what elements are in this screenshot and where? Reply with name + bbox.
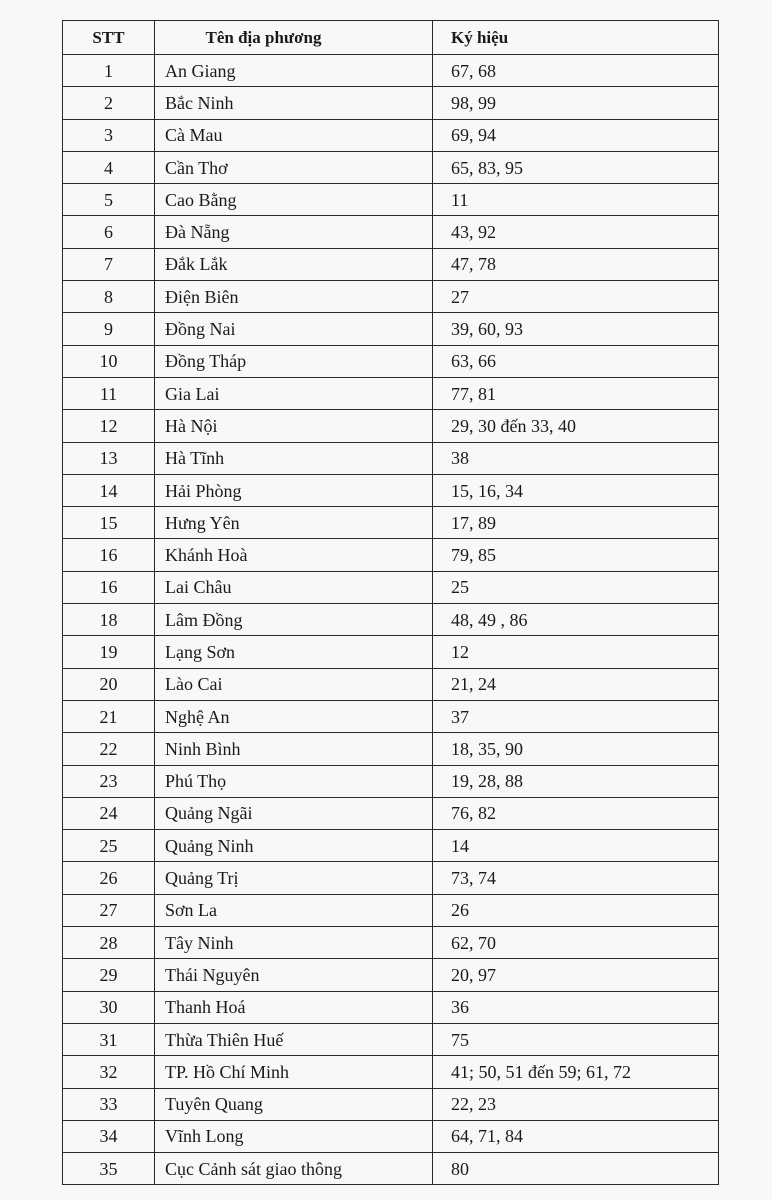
row-plate-code-cell: 69, 94 bbox=[433, 119, 719, 151]
table-row bbox=[63, 1120, 719, 1152]
row-locality-name-cell: Lai Châu bbox=[155, 571, 433, 603]
row-plate-code-cell: 62, 70 bbox=[433, 927, 719, 959]
table-row bbox=[63, 377, 719, 409]
row-plate-code-cell: 22, 23 bbox=[433, 1088, 719, 1120]
table-body bbox=[63, 55, 719, 1185]
row-stt-cell: 23 bbox=[63, 765, 155, 797]
row-locality-name-cell: Đồng Nai bbox=[155, 313, 433, 345]
row-stt-cell: 5 bbox=[63, 184, 155, 216]
row-locality-name-cell: Đắk Lắk bbox=[155, 248, 433, 280]
row-plate-code-cell: 73, 74 bbox=[433, 862, 719, 894]
header-stt: STT bbox=[63, 21, 155, 55]
row-stt-cell: 25 bbox=[63, 830, 155, 862]
row-stt-cell: 31 bbox=[63, 1023, 155, 1055]
row-locality-name-cell: Thừa Thiên Huế bbox=[155, 1023, 433, 1055]
row-stt-cell: 26 bbox=[63, 862, 155, 894]
row-stt-cell: 10 bbox=[63, 345, 155, 377]
row-locality-name-cell: Tuyên Quang bbox=[155, 1088, 433, 1120]
table-row bbox=[63, 700, 719, 732]
row-stt-cell: 15 bbox=[63, 507, 155, 539]
table-row bbox=[63, 604, 719, 636]
row-plate-code-cell: 48, 49 , 86 bbox=[433, 604, 719, 636]
table-row bbox=[63, 151, 719, 183]
row-locality-name-cell: Đồng Tháp bbox=[155, 345, 433, 377]
row-stt-cell: 30 bbox=[63, 991, 155, 1023]
row-locality-name-cell: Lào Cai bbox=[155, 668, 433, 700]
row-locality-name-cell: TP. Hồ Chí Minh bbox=[155, 1056, 433, 1088]
row-stt-cell: 8 bbox=[63, 281, 155, 313]
row-locality-name-cell: Khánh Hoà bbox=[155, 539, 433, 571]
row-plate-code-cell: 67, 68 bbox=[433, 55, 719, 87]
row-plate-code-cell: 80 bbox=[433, 1153, 719, 1185]
row-locality-name-cell: Hà Nội bbox=[155, 410, 433, 442]
row-plate-code-cell: 43, 92 bbox=[433, 216, 719, 248]
row-plate-code-cell: 65, 83, 95 bbox=[433, 151, 719, 183]
row-stt-cell: 11 bbox=[63, 377, 155, 409]
table-row bbox=[63, 991, 719, 1023]
row-plate-code-cell: 64, 71, 84 bbox=[433, 1120, 719, 1152]
row-stt-cell: 4 bbox=[63, 151, 155, 183]
row-stt-cell: 7 bbox=[63, 248, 155, 280]
row-plate-code-cell: 20, 97 bbox=[433, 959, 719, 991]
row-plate-code-cell: 27 bbox=[433, 281, 719, 313]
row-plate-code-cell: 77, 81 bbox=[433, 377, 719, 409]
row-plate-code-cell: 63, 66 bbox=[433, 345, 719, 377]
table-row bbox=[63, 539, 719, 571]
table-row bbox=[63, 797, 719, 829]
row-locality-name-cell: Gia Lai bbox=[155, 377, 433, 409]
row-locality-name-cell: Quảng Trị bbox=[155, 862, 433, 894]
table-row bbox=[63, 862, 719, 894]
row-locality-name-cell: Thái Nguyên bbox=[155, 959, 433, 991]
table-row bbox=[63, 345, 719, 377]
row-plate-code-cell: 36 bbox=[433, 991, 719, 1023]
row-locality-name-cell: Cục Cảnh sát giao thông bbox=[155, 1153, 433, 1185]
table-row bbox=[63, 668, 719, 700]
row-stt-cell: 27 bbox=[63, 894, 155, 926]
row-stt-cell: 18 bbox=[63, 604, 155, 636]
table-header-row bbox=[63, 21, 719, 55]
row-locality-name-cell: Sơn La bbox=[155, 894, 433, 926]
table-row bbox=[63, 55, 719, 87]
row-locality-name-cell: Đà Nẵng bbox=[155, 216, 433, 248]
row-locality-name-cell: Lâm Đồng bbox=[155, 604, 433, 636]
row-plate-code-cell: 75 bbox=[433, 1023, 719, 1055]
table-row bbox=[63, 1088, 719, 1120]
table-row bbox=[63, 733, 719, 765]
row-stt-cell: 19 bbox=[63, 636, 155, 668]
row-stt-cell: 24 bbox=[63, 797, 155, 829]
table-row bbox=[63, 571, 719, 603]
table-row bbox=[63, 927, 719, 959]
table-row bbox=[63, 410, 719, 442]
table-row bbox=[63, 894, 719, 926]
row-stt-cell: 28 bbox=[63, 927, 155, 959]
table-row bbox=[63, 281, 719, 313]
row-locality-name-cell: Cà Mau bbox=[155, 119, 433, 151]
row-plate-code-cell: 15, 16, 34 bbox=[433, 474, 719, 506]
row-locality-name-cell: Hà Tĩnh bbox=[155, 442, 433, 474]
row-stt-cell: 16 bbox=[63, 571, 155, 603]
row-plate-code-cell: 98, 99 bbox=[433, 87, 719, 119]
row-locality-name-cell: Tây Ninh bbox=[155, 927, 433, 959]
row-plate-code-cell: 25 bbox=[433, 571, 719, 603]
header-locality-name: Tên địa phương bbox=[155, 21, 433, 55]
row-stt-cell: 6 bbox=[63, 216, 155, 248]
row-locality-name-cell: Lạng Sơn bbox=[155, 636, 433, 668]
table-row bbox=[63, 636, 719, 668]
row-stt-cell: 32 bbox=[63, 1056, 155, 1088]
row-plate-code-cell: 41; 50, 51 đến 59; 61, 72 bbox=[433, 1056, 719, 1088]
table-row bbox=[63, 442, 719, 474]
row-plate-code-cell: 21, 24 bbox=[433, 668, 719, 700]
row-plate-code-cell: 47, 78 bbox=[433, 248, 719, 280]
row-plate-code-cell: 11 bbox=[433, 184, 719, 216]
row-locality-name-cell: An Giang bbox=[155, 55, 433, 87]
table-row bbox=[63, 959, 719, 991]
row-stt-cell: 22 bbox=[63, 733, 155, 765]
header-plate-code: Ký hiệu bbox=[433, 21, 719, 55]
table-row bbox=[63, 87, 719, 119]
table-row bbox=[63, 313, 719, 345]
table-row bbox=[63, 474, 719, 506]
row-locality-name-cell: Cao Bằng bbox=[155, 184, 433, 216]
row-plate-code-cell: 17, 89 bbox=[433, 507, 719, 539]
row-locality-name-cell: Nghệ An bbox=[155, 700, 433, 732]
row-stt-cell: 21 bbox=[63, 700, 155, 732]
row-stt-cell: 14 bbox=[63, 474, 155, 506]
row-locality-name-cell: Hải Phòng bbox=[155, 474, 433, 506]
table-row bbox=[63, 216, 719, 248]
row-stt-cell: 20 bbox=[63, 668, 155, 700]
table-row bbox=[63, 765, 719, 797]
table-row bbox=[63, 119, 719, 151]
row-locality-name-cell: Quảng Ninh bbox=[155, 830, 433, 862]
row-locality-name-cell: Ninh Bình bbox=[155, 733, 433, 765]
row-plate-code-cell: 19, 28, 88 bbox=[433, 765, 719, 797]
row-stt-cell: 35 bbox=[63, 1153, 155, 1185]
row-locality-name-cell: Vĩnh Long bbox=[155, 1120, 433, 1152]
row-stt-cell: 9 bbox=[63, 313, 155, 345]
row-plate-code-cell: 39, 60, 93 bbox=[433, 313, 719, 345]
row-plate-code-cell: 38 bbox=[433, 442, 719, 474]
row-locality-name-cell: Bắc Ninh bbox=[155, 87, 433, 119]
row-stt-cell: 13 bbox=[63, 442, 155, 474]
row-plate-code-cell: 29, 30 đến 33, 40 bbox=[433, 410, 719, 442]
row-stt-cell: 33 bbox=[63, 1088, 155, 1120]
row-stt-cell: 2 bbox=[63, 87, 155, 119]
row-plate-code-cell: 79, 85 bbox=[433, 539, 719, 571]
row-stt-cell: 29 bbox=[63, 959, 155, 991]
row-stt-cell: 3 bbox=[63, 119, 155, 151]
table-row bbox=[63, 1056, 719, 1088]
plate-code-table bbox=[62, 20, 719, 1185]
row-plate-code-cell: 18, 35, 90 bbox=[433, 733, 719, 765]
row-stt-cell: 1 bbox=[63, 55, 155, 87]
table-row bbox=[63, 1023, 719, 1055]
row-locality-name-cell: Điện Biên bbox=[155, 281, 433, 313]
row-stt-cell: 16 bbox=[63, 539, 155, 571]
row-locality-name-cell: Phú Thọ bbox=[155, 765, 433, 797]
table-row bbox=[63, 184, 719, 216]
row-stt-cell: 34 bbox=[63, 1120, 155, 1152]
row-locality-name-cell: Hưng Yên bbox=[155, 507, 433, 539]
table-row bbox=[63, 507, 719, 539]
row-stt-cell: 12 bbox=[63, 410, 155, 442]
row-plate-code-cell: 76, 82 bbox=[433, 797, 719, 829]
row-locality-name-cell: Quảng Ngãi bbox=[155, 797, 433, 829]
row-locality-name-cell: Thanh Hoá bbox=[155, 991, 433, 1023]
table-row bbox=[63, 1153, 719, 1185]
table-row bbox=[63, 830, 719, 862]
row-locality-name-cell: Cần Thơ bbox=[155, 151, 433, 183]
row-plate-code-cell: 26 bbox=[433, 894, 719, 926]
row-plate-code-cell: 14 bbox=[433, 830, 719, 862]
table-row bbox=[63, 248, 719, 280]
row-plate-code-cell: 37 bbox=[433, 700, 719, 732]
row-plate-code-cell: 12 bbox=[433, 636, 719, 668]
